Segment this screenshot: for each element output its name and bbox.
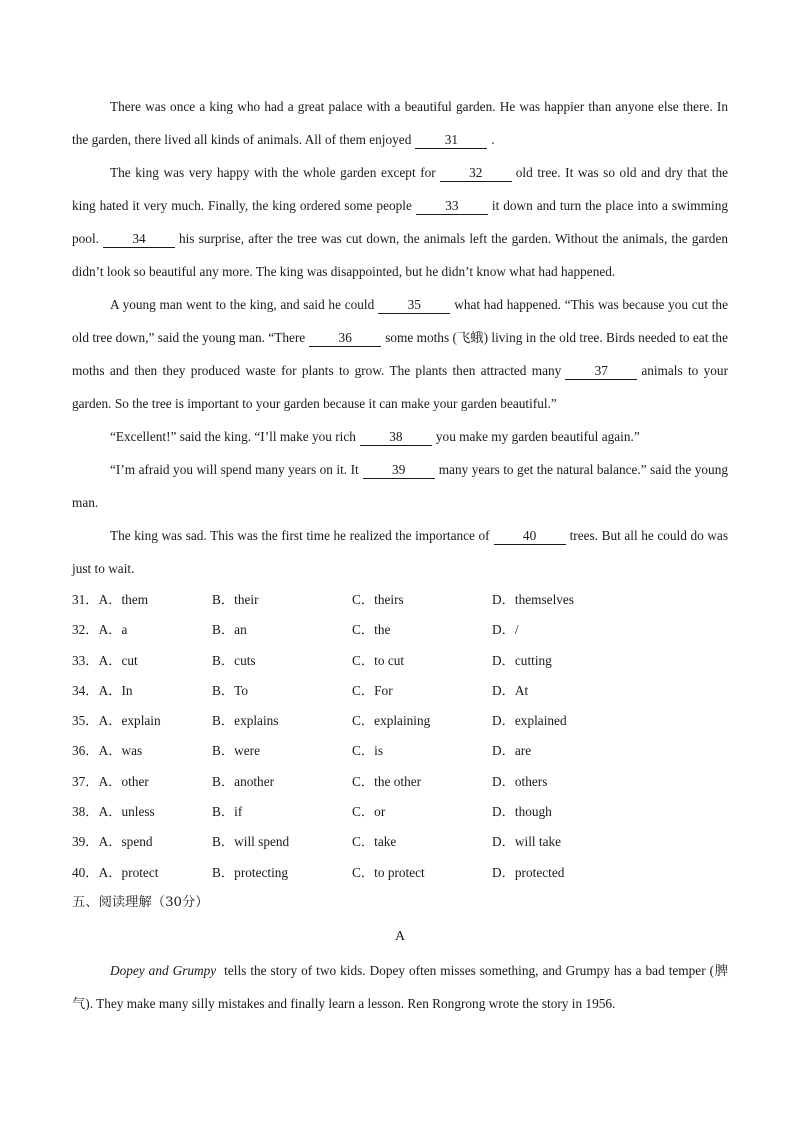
option-d[interactable]: D．/: [492, 622, 519, 638]
passage-paragraph-4: [72, 420, 728, 453]
paragraph-text: There was once a king who had a great palace with a beautiful garden. He was happier than anyone else there. In the garden, there lived all kinds of animals. All of them enjoyed: [72, 99, 728, 147]
paragraph-text: many years to get the natural balance.” said the young man.: [72, 462, 728, 510]
paragraph-text: what had happened. “This was because you cut the old tree down,” said the young man. “There: [72, 297, 728, 345]
blank-31: 31: [415, 132, 487, 149]
option-c[interactable]: C．to cut: [352, 652, 405, 668]
blank-38: 38: [360, 429, 432, 446]
option-a[interactable]: 40．A．protect: [72, 864, 159, 880]
passage-paragraph-1: [72, 90, 728, 156]
option-a[interactable]: 38．A．unless: [72, 804, 155, 820]
option-d[interactable]: D．cutting: [492, 652, 552, 668]
paragraph-text: .: [491, 132, 495, 147]
option-row: [72, 585, 728, 615]
blank-39: 39: [363, 462, 435, 479]
option-b[interactable]: B．explains: [212, 713, 279, 729]
option-c[interactable]: C．the: [352, 622, 391, 638]
option-row: [72, 706, 728, 736]
passage-paragraph-6: [72, 519, 728, 585]
worksheet-page: [72, 90, 728, 1020]
option-b[interactable]: B．protecting: [212, 864, 289, 880]
option-row: [72, 736, 728, 766]
paragraph-text: animals to your garden. So the tree is important to your garden because it can make your garden beautiful.”: [72, 363, 728, 411]
paragraph-text: “Excellent!” said the king. “I’ll make you rich: [110, 429, 356, 444]
passage-paragraph-2: [72, 156, 728, 288]
option-row: [72, 858, 728, 888]
paragraph-text: “I’m afraid you will spend many years on it. It: [110, 462, 359, 477]
passage-letter: A: [394, 928, 406, 944]
option-a[interactable]: 32．A．a: [72, 622, 128, 638]
option-a[interactable]: 35．A．explain: [72, 713, 161, 729]
paragraph-text: The king was very happy with the whole garden except for: [110, 165, 436, 180]
option-b[interactable]: B．To: [212, 682, 249, 698]
blank-33: 33: [416, 198, 488, 215]
reading-intro-paragraph: [72, 954, 728, 1020]
blank-37: 37: [565, 363, 637, 380]
blank-40: 40: [494, 528, 566, 545]
blank-35: 35: [378, 297, 450, 314]
option-c[interactable]: C．For: [352, 682, 393, 698]
option-d[interactable]: D．will take: [492, 834, 562, 850]
paragraph-text: trees. But all he could do was just to wait.: [72, 528, 728, 576]
option-row: [72, 676, 728, 706]
option-c[interactable]: C．theirs: [352, 592, 404, 607]
option-d[interactable]: D．though: [492, 804, 552, 820]
option-d[interactable]: D．themselves: [492, 592, 574, 607]
option-a[interactable]: 31．A．them: [72, 592, 149, 607]
option-a[interactable]: 36．A．was: [72, 743, 143, 759]
option-row: [72, 767, 728, 797]
option-c[interactable]: C．to protect: [352, 864, 425, 880]
option-row: [72, 827, 728, 857]
intro-text: tells the story of two kids. Dopey often misses something, and Grumpy has a bad temper (脾气). They make many silly mistakes and finally learn a lesson. Ren Rongrong wrote the story in 1956.: [72, 962, 728, 1011]
paragraph-text: you make my garden beautiful again.”: [435, 429, 640, 444]
paragraph-text: some moths (飞蛾) living in the old tree. Birds needed to eat the moths and then they produced waste for plants to grow. The plants then attracted many: [72, 330, 728, 378]
option-b[interactable]: B．will spend: [212, 834, 290, 850]
option-row: [72, 797, 728, 827]
option-row: [72, 615, 728, 645]
option-row: [72, 646, 728, 676]
option-d[interactable]: D．others: [492, 773, 548, 789]
blank-32: 32: [440, 165, 512, 182]
option-b[interactable]: B．cuts: [212, 652, 256, 668]
option-c[interactable]: C．the other: [352, 773, 422, 789]
option-d[interactable]: D．At: [492, 682, 529, 698]
paragraph-text: old tree. It was so old and dry that the king hated it very much. Finally, the king ordered some people: [72, 165, 728, 213]
option-a[interactable]: 33．A．cut: [72, 652, 138, 668]
option-b[interactable]: B．an: [212, 622, 247, 638]
option-d[interactable]: D．protected: [492, 864, 565, 880]
option-b[interactable]: B．if: [212, 804, 243, 820]
option-d[interactable]: D．are: [492, 743, 532, 759]
option-a[interactable]: 39．A．spend: [72, 834, 153, 850]
option-c[interactable]: C．or: [352, 804, 386, 820]
paragraph-text: it down and turn the place into a swimming pool.: [72, 198, 728, 246]
option-c[interactable]: C．is: [352, 743, 384, 759]
book-title: Dopey and Grumpy: [110, 962, 217, 978]
blank-34: 34: [103, 231, 175, 248]
blank-36: 36: [309, 330, 381, 347]
paragraph-text: The king was sad. This was the first time he realized the importance of: [110, 528, 490, 543]
paragraph-text: his surprise, after the tree was cut down, the animals left the garden. Without the animals, the garden didn’t look so beautiful any more. The king was disappointed, but he didn’t know what had happened.: [72, 231, 728, 279]
passage-paragraph-3: [72, 288, 728, 420]
option-a[interactable]: 37．A．other: [72, 773, 149, 789]
option-b[interactable]: B．were: [212, 743, 260, 759]
option-c[interactable]: C．explaining: [352, 713, 431, 729]
option-b[interactable]: B．another: [212, 773, 275, 789]
answer-options: [72, 585, 728, 888]
paragraph-text: A young man went to the king, and said he could: [110, 297, 375, 312]
option-c[interactable]: C．take: [352, 834, 397, 850]
option-b[interactable]: B．their: [212, 592, 259, 607]
section-title: 五、阅读理解（30分）: [72, 894, 209, 910]
option-a[interactable]: 34．A．In: [72, 682, 133, 698]
passage-paragraph-5: [72, 453, 728, 519]
option-d[interactable]: D．explained: [492, 713, 567, 729]
